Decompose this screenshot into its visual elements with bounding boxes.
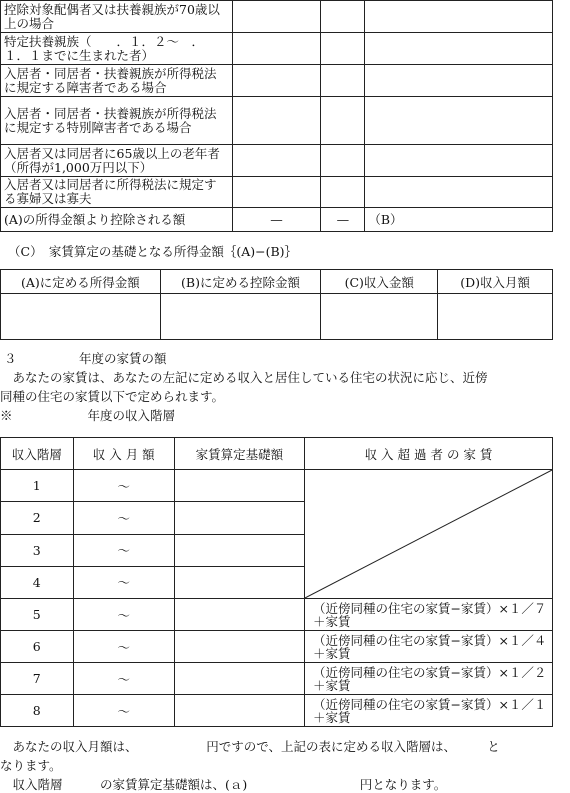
summary-table xyxy=(0,269,553,340)
input-cell[interactable] xyxy=(365,65,553,97)
range-tilde: 〜 xyxy=(73,599,174,631)
range-tilde: 〜 xyxy=(73,502,174,534)
input-cell[interactable] xyxy=(365,33,553,65)
income-level-table xyxy=(0,437,553,727)
b-label: （B） xyxy=(365,208,553,232)
deduction-row xyxy=(1,33,553,65)
table-row xyxy=(1,470,553,502)
level-number: 7 xyxy=(1,663,74,695)
input-cell[interactable] xyxy=(365,145,553,177)
input-cell[interactable] xyxy=(1,294,161,340)
income-level-note: ※ 年度の収入階層 xyxy=(0,408,176,423)
header-a: (A)に定める所得金額 xyxy=(1,270,161,294)
input-cell[interactable] xyxy=(321,33,365,65)
header-base-rent: 家賃算定基礎額 xyxy=(174,438,304,470)
diagonal-line xyxy=(305,470,552,598)
deduction-row xyxy=(1,1,553,33)
level-number: 1 xyxy=(1,470,74,502)
deduction-label: 入居者・同居者・扶養親族が所得税法に規定する障害者である場合 xyxy=(1,65,233,97)
input-cell[interactable] xyxy=(321,65,365,97)
section3-para-line1: あなたの家賃は、あなたの左記に定める収入と居住している住宅の状況に応じ、近傍 xyxy=(0,370,488,385)
deduction-total-row xyxy=(1,208,553,232)
input-cell[interactable] xyxy=(438,294,553,340)
input-cell[interactable] xyxy=(365,177,553,208)
deduction-label: 入居者・同居者・扶養親族が所得税法に規定する特別障害者である場合 xyxy=(1,97,233,145)
header-d: (D)収入月額 xyxy=(438,270,553,294)
excess-rent-formula: （近傍同種の住宅の家賃−家賃）×１／２＋家賃 xyxy=(304,663,552,695)
deduction-row xyxy=(1,145,553,177)
excess-rent-formula: （近傍同種の住宅の家賃−家賃）×１／１＋家賃 xyxy=(304,695,552,727)
total-label: (A)の所得金額より控除される額 xyxy=(1,208,233,232)
input-cell[interactable] xyxy=(174,663,304,695)
input-cell[interactable] xyxy=(321,1,365,33)
header-level: 収入階層 xyxy=(1,438,74,470)
header-b: (B)に定める控除金額 xyxy=(160,270,321,294)
level-number: 3 xyxy=(1,534,74,566)
input-cell[interactable] xyxy=(174,631,304,663)
level-number: 6 xyxy=(1,631,74,663)
deduction-row xyxy=(1,65,553,97)
header-monthly-income: 収 入 月 額 xyxy=(73,438,174,470)
level-number: 5 xyxy=(1,599,74,631)
range-tilde: 〜 xyxy=(73,695,174,727)
input-cell[interactable] xyxy=(321,294,438,340)
table-row xyxy=(1,599,553,631)
table-row xyxy=(1,663,553,695)
section3-para-line2: 同種の住宅の家賃以下で定められます。 xyxy=(0,389,225,404)
dash: — xyxy=(232,208,321,232)
input-cell[interactable] xyxy=(174,566,304,598)
input-cell[interactable] xyxy=(365,97,553,145)
section3-heading: ３ 年度の家賃の額 xyxy=(4,351,167,366)
input-cell[interactable] xyxy=(232,33,321,65)
range-tilde: 〜 xyxy=(73,566,174,598)
table-row xyxy=(1,631,553,663)
input-cell[interactable] xyxy=(160,294,321,340)
input-cell[interactable] xyxy=(232,65,321,97)
range-tilde: 〜 xyxy=(73,663,174,695)
input-cell[interactable] xyxy=(365,1,553,33)
input-cell[interactable] xyxy=(174,695,304,727)
input-cell[interactable] xyxy=(174,470,304,502)
deduction-table xyxy=(0,0,553,232)
footer-line1: あなたの収入月額は、 円ですので、上記の表に定める収入階層は、 と xyxy=(0,739,500,754)
input-cell[interactable] xyxy=(174,534,304,566)
deduction-row xyxy=(1,177,553,208)
deduction-label: 控除対象配偶者又は扶養親族が70歳以上の場合 xyxy=(1,1,233,33)
excess-rent-formula: （近傍同種の住宅の家賃−家賃）×１／７＋家賃 xyxy=(304,599,552,631)
table-row xyxy=(1,695,553,727)
header-excess-rent: 収 入 超 過 者 の 家 賃 xyxy=(304,438,552,470)
dash: — xyxy=(321,208,365,232)
range-tilde: 〜 xyxy=(73,470,174,502)
footer-line2: なります。 xyxy=(0,758,62,773)
input-cell[interactable] xyxy=(321,97,365,145)
input-cell[interactable] xyxy=(232,97,321,145)
input-cell[interactable] xyxy=(174,599,304,631)
deduction-row xyxy=(1,97,553,145)
level-number: 4 xyxy=(1,566,74,598)
input-cell[interactable] xyxy=(321,145,365,177)
input-cell[interactable] xyxy=(232,1,321,33)
header-c: (C)収入金額 xyxy=(321,270,438,294)
excess-rent-formula: （近傍同種の住宅の家賃−家賃）×１／４＋家賃 xyxy=(304,631,552,663)
level-number: 8 xyxy=(1,695,74,727)
input-cell[interactable] xyxy=(232,177,321,208)
deduction-label: 入居者又は同居者に65歳以上の老年者（所得が1,000万円以下） xyxy=(1,145,233,177)
range-tilde: 〜 xyxy=(73,534,174,566)
deduction-label: 入居者又は同居者に所得税法に規定する寡婦又は寡夫 xyxy=(1,177,233,208)
footer-line3: 収入階層 の家賃算定基礎額は、(ａ) 円となります。 xyxy=(0,777,447,792)
input-cell[interactable] xyxy=(321,177,365,208)
deduction-label: 特定扶養親族（ ．１．２〜 ．１．１までに生まれた者） xyxy=(1,33,233,65)
range-tilde: 〜 xyxy=(73,631,174,663)
section-c-label: （C） 家賃算定の基礎となる所得金額｛(A)−(B)｝ xyxy=(8,244,298,259)
input-cell[interactable] xyxy=(174,502,304,534)
input-cell[interactable] xyxy=(232,145,321,177)
level-number: 2 xyxy=(1,502,74,534)
diagonal-cell xyxy=(304,470,552,599)
